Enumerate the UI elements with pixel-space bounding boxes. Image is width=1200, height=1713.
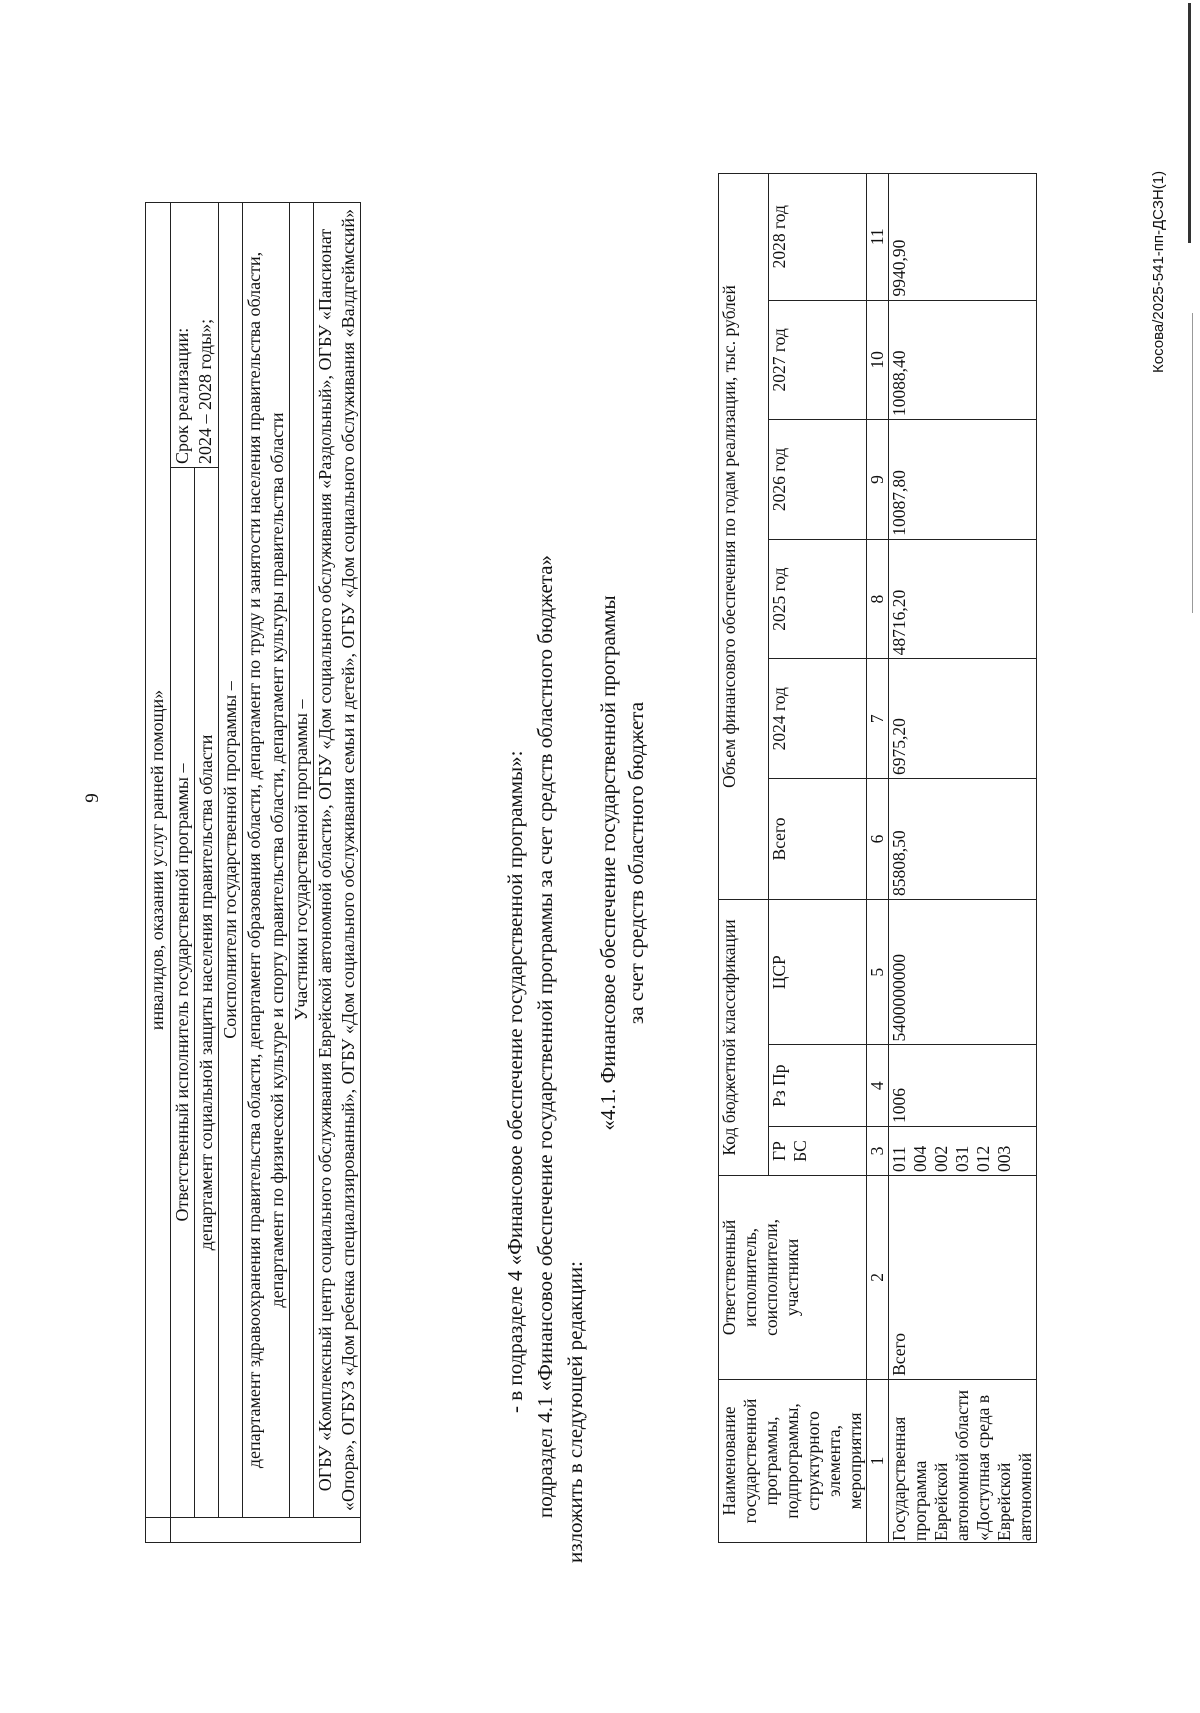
column-number: 6	[867, 779, 889, 900]
row-2026: 10087,80	[889, 420, 1037, 540]
participants-title: Участники государственной программы –	[290, 203, 314, 1518]
header-code: Код бюджетной классификации	[719, 900, 769, 1176]
row-program-name: Государственная программа Еврейской автономной области «Доступная среда в Еврейской автономной	[889, 1379, 1037, 1542]
column-number: 9	[867, 420, 889, 540]
row-rzpr: 1006	[889, 1045, 1037, 1127]
header-rzpr: Рз Пр	[769, 1045, 867, 1127]
column-number: 10	[867, 300, 889, 420]
header-2027: 2027 год	[769, 300, 867, 420]
column-number: 5	[867, 900, 889, 1045]
row-2025: 48716,20	[889, 539, 1037, 659]
text-line-1: - в подразделе 4 «Финансовое обеспечение государственной программы»:	[503, 750, 527, 1413]
header-volume: Объем финансового обеспечения по годам реализации, тыс. рублей	[719, 174, 769, 900]
header-name: Наименование государственной программы, подпрограммы, структурного элемента, мероприятия	[719, 1379, 867, 1542]
row-2028: 9940,90	[889, 174, 1037, 301]
responsible-title: Ответственный исполнитель государственной программы –	[171, 468, 195, 1518]
row-responsible: Всего	[889, 1175, 1037, 1379]
column-number: 11	[867, 174, 889, 301]
row-csr: 5400000000	[889, 900, 1037, 1045]
document-footer-code: Косова/2025-541-пп-ДСЗН(1)	[1150, 170, 1167, 373]
coexecutors-body: департамент здравоохранения правительства области, департамент образования области, департамент по труду и занятости населения правительства области, департамент по физической культуре и спорту правительства области, департамент культуры правительства области	[243, 203, 290, 1518]
header-2026: 2026 год	[769, 420, 867, 540]
program-participants-table	[145, 202, 361, 1543]
participants-body: ОГБУ «Комплексный центр социального обслуживания Еврейской автономной области», ОГБУ «Дом социального обслуживания «Раздольный», ОГБУ «Пансионат «Опора», ОГБУЗ «Дом ребенка специализированный», ОГБУ «Дом социального обслуживания семьи и детей», ОГБУ «Дом социального обслуживания «Валдгеймский»	[314, 203, 361, 1518]
row-2024: 6975,20	[889, 659, 1037, 779]
column-number: 3	[867, 1127, 889, 1176]
row-2027: 10088,40	[889, 300, 1037, 420]
column-number: 4	[867, 1045, 889, 1127]
section-heading-1: «4.1. Финансовое обеспечение государственной программы	[596, 595, 620, 1131]
coexecutors-title: Соисполнители государственной программы –	[219, 203, 243, 1518]
row-total: 85808,50	[889, 779, 1037, 900]
deadline-cell: Срок реализации: 2024 – 2028 годы»;	[171, 203, 219, 468]
row-grbs: 011 004 002 031 012 003	[889, 1127, 1037, 1176]
header-total: Всего	[769, 779, 867, 900]
text-line-3: изложить в следующей редакции:	[563, 1261, 587, 1563]
page-number: 9	[82, 793, 103, 803]
column-number: 8	[867, 539, 889, 659]
scan-edge-mark	[1192, 313, 1193, 613]
column-number: 7	[867, 659, 889, 779]
text-line-2: подраздел 4.1 «Финансовое обеспечение государственной программы за счет средств областного бюджета»	[533, 554, 557, 1518]
column-number: 1	[867, 1379, 889, 1542]
responsible-body: департамент социальной защиты населения правительства области	[195, 468, 219, 1518]
header-2024: 2024 год	[769, 659, 867, 779]
table-heading: инвалидов, оказании услуг ранней помощи»	[146, 203, 171, 1518]
column-number: 2	[867, 1175, 889, 1379]
header-2025: 2025 год	[769, 539, 867, 659]
section-heading-2: за счет средств областного бюджета	[624, 701, 648, 1025]
header-csr: ЦСР	[769, 900, 867, 1045]
funding-table	[718, 173, 1037, 1543]
header-grbs: ГР БС	[769, 1127, 867, 1176]
scan-edge-mark	[1188, 3, 1191, 243]
header-responsible: Ответственный исполнитель, соисполнители, участники	[719, 1175, 867, 1379]
header-2028: 2028 год	[769, 174, 867, 301]
